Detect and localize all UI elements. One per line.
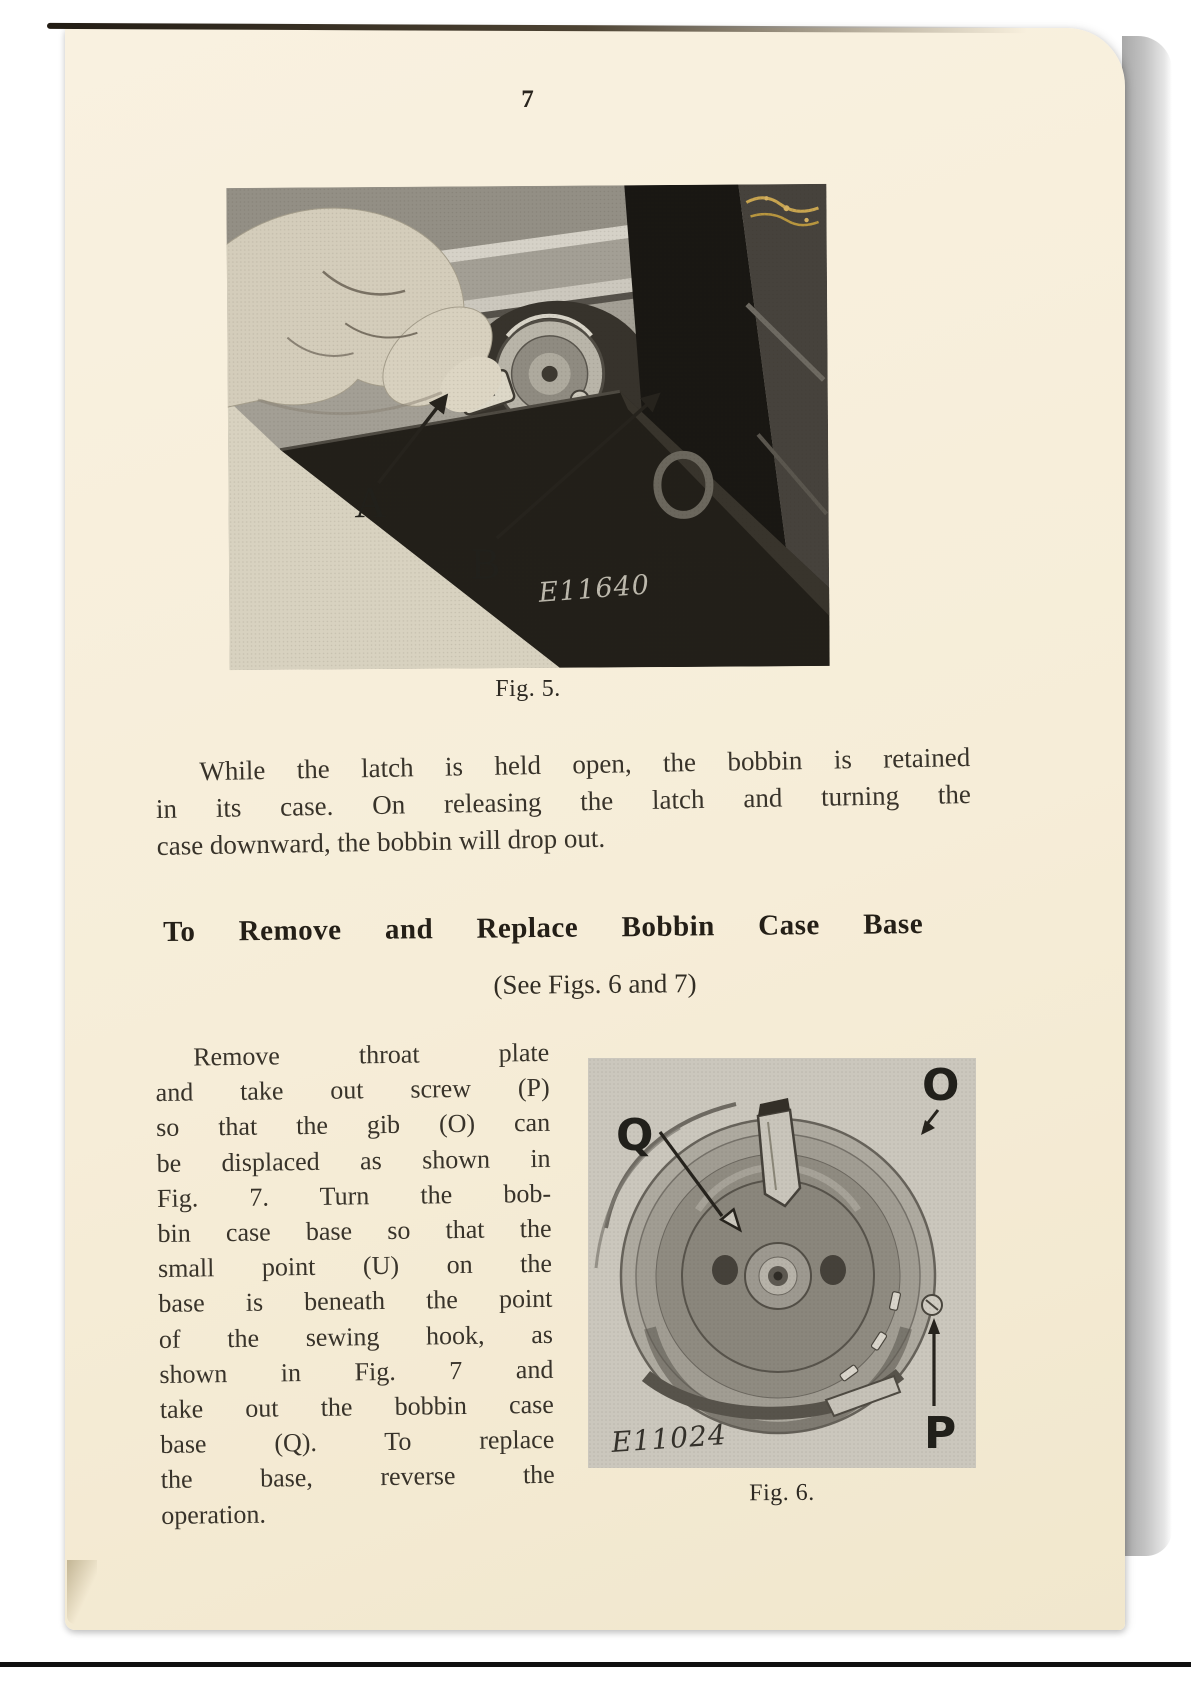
- paragraph-line: the base, reverse the: [160, 1460, 555, 1495]
- paragraph-line: shown in Fig. 7 and: [159, 1354, 554, 1389]
- paragraph-line: of the sewing hook, as: [158, 1319, 554, 1354]
- paragraph-line: take out the bobbin case: [159, 1389, 554, 1424]
- paragraph-line: base (Q). To replace: [160, 1425, 555, 1460]
- page-number: 7: [521, 86, 535, 113]
- section-subheading: (See Figs. 6 and 7): [493, 968, 697, 1000]
- paragraph-line: Remove throat plate: [193, 1037, 550, 1072]
- book-edge-shadow: [1122, 36, 1172, 1556]
- manual-page: [65, 28, 1125, 1630]
- figure-5-caption: Fig. 5.: [495, 676, 561, 702]
- page-corner-fold: [67, 1560, 97, 1624]
- paragraph-line: so that the gib (O) can: [155, 1108, 551, 1143]
- paragraph-line: be displaced as shown in: [156, 1143, 551, 1178]
- figure-6-photo: [588, 1058, 976, 1468]
- page-top-edge: [47, 23, 1027, 33]
- intro-paragraph: [155, 739, 972, 865]
- figure-6-caption: Fig. 6.: [749, 1479, 815, 1507]
- section-heading: To Remove and Replace Bobbin Case Base: [163, 908, 924, 948]
- paragraph-line: bin case base so that the: [157, 1213, 552, 1248]
- body-paragraph: [155, 1035, 555, 1533]
- paragraph-line: small point (U) on the: [157, 1249, 553, 1284]
- paragraph-line: and take out screw (P): [155, 1073, 550, 1108]
- paragraph-line: operation.: [161, 1499, 267, 1530]
- paragraph-line: Fig. 7. Turn the bob-: [156, 1178, 552, 1213]
- paragraph-line: While the latch is held open, the bobbin is retained: [199, 742, 971, 787]
- fig5-halftone-overlay: [226, 184, 829, 670]
- paragraph-line: base is beneath the point: [158, 1284, 553, 1319]
- figure-5-photo: [226, 184, 829, 670]
- fig6-halftone-overlay: [588, 1058, 976, 1468]
- paragraph-line: case downward, the bobbin will drop out.: [156, 822, 606, 861]
- bottom-scan-rule: [0, 1662, 1191, 1667]
- paragraph-line: in its case. On releasing the latch and turning the: [155, 779, 972, 824]
